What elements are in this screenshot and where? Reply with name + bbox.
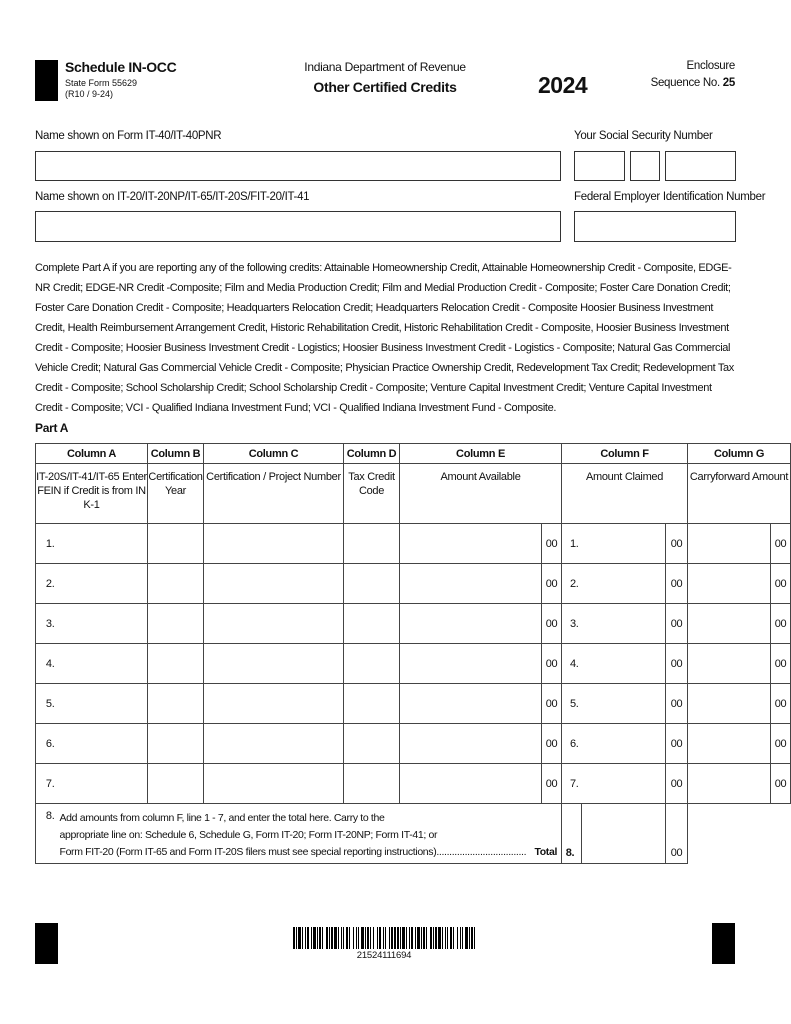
column-g-field[interactable] [688,684,771,724]
line-8-total-label: Total [532,844,557,861]
column-d-field[interactable] [344,724,400,764]
line-8-text-3: Form FIT-20 (Form IT-65 and Form IT-20S filers must see special reporting instructions)................................... [59,846,527,858]
column-f-number: 2. [562,564,582,604]
name-it40-label: Name shown on Form IT-40/IT-40PNR [35,130,222,142]
table-row [36,564,791,604]
column-a-field[interactable] [58,684,148,724]
column-header-row [36,444,791,464]
fein-label: Federal Employer Identification Number [574,191,766,203]
column-d-subheader: Tax Credit Code [344,464,400,524]
column-b-header: Column B [148,444,204,464]
ssn-label: Your Social Security Number [574,130,713,142]
part-a-instructions: Complete Part A if you are reporting any of the following credits: Attainable Homeownership Credit, Attainable Homeownership Credit - Composite, EDGE-NR Credit; EDGE-NR Credit -Composite; Film and Media Production Credit; Film and Medial Production Credit - Composite; Foster Care Donation Credit; Foster Care Donation Credit - Composite; Headquarters Relocation Credit; Headquarters Relocation Credit - Composite Hoosier Business Investment Credit, Health Reimbursement Arrangement Credit, Historic Rehabilitation Credit, Historic Rehabilitation Credit - Composite, Hoosier Business Investment Credit - Composite; Hoosier Business Investment Credit - Logistics; Hoosier Business Investment Credit - Logistics - Composite; Natural Gas Commercial Vehicle Credit; Natural Gas Commercial Vehicle Credit - Composite; Physician Practice Ownership Credit, Redevelopment Tax Credit; Redevelopment Tax Credit - Composite; School Scholarship Credit; School Scholarship Credit - Composite; Venture Capital Investment Credit; Venture Capital Investment Credit - Composite; VCI - Qualified Indiana Investment Fund; VCI - Qualified Indiana Investment Fund - Composite. [35,262,734,414]
column-d-field[interactable] [344,684,400,724]
line-8-blank [688,804,791,864]
column-c-field[interactable] [204,604,344,644]
enclosure-label: Enclosure [686,60,735,72]
column-f-field[interactable] [582,524,666,564]
table-row [36,724,791,764]
part-a-table [35,443,791,864]
column-e-field[interactable] [400,644,542,684]
column-g-cents: 00 [771,724,791,764]
column-g-field[interactable] [688,764,771,804]
column-d-field[interactable] [344,764,400,804]
column-g-header: Column G [688,444,791,464]
column-f-field[interactable] [582,644,666,684]
column-c-subheader: Certification / Project Number [204,464,344,524]
column-e-cents: 00 [542,764,562,804]
column-e-cents: 00 [542,524,562,564]
line-8-f-number-text: 8. [565,847,575,859]
line-8-number: 8. [36,804,58,864]
schedule-id: Schedule IN-OCC [65,59,177,75]
row-number: 4. [36,644,58,684]
column-e-header: Column E [400,444,562,464]
column-a-field[interactable] [58,724,148,764]
column-b-field[interactable] [148,684,204,724]
row-number: 5. [36,684,58,724]
column-e-cents: 00 [542,564,562,604]
column-g-cents: 00 [771,564,791,604]
column-c-field[interactable] [204,644,344,684]
column-e-field[interactable] [400,684,542,724]
column-d-field[interactable] [344,644,400,684]
row-number: 2. [36,564,58,604]
column-f-field[interactable] [582,724,666,764]
line-8-instructions [58,804,562,864]
tax-year: 2024 [538,72,588,98]
row-number: 1. [36,524,58,564]
table-row [36,604,791,644]
column-c-field[interactable] [204,724,344,764]
column-b-field[interactable] [148,724,204,764]
column-c-field[interactable] [204,564,344,604]
column-b-field[interactable] [148,524,204,564]
ssn-field-part-3[interactable] [665,151,736,181]
barcode-number: 21524111694 [356,950,412,961]
column-b-field[interactable] [148,644,204,684]
column-a-field[interactable] [58,604,148,644]
sequence-number [600,77,735,89]
column-g-field[interactable] [688,524,771,564]
name-it20-label: Name shown on IT-20/IT-20NP/IT-65/IT-20S/FIT-20/IT-41 [35,191,310,203]
column-f-subheader: Amount Claimed [562,464,688,524]
column-f-field[interactable] [582,684,666,724]
department-name: Indiana Department of Revenue [304,60,466,74]
column-f-cents: 00 [666,644,688,684]
column-b-field[interactable] [148,564,204,604]
column-e-field[interactable] [400,604,542,644]
column-e-field[interactable] [400,524,542,564]
column-b-field[interactable] [148,764,204,804]
column-g-field[interactable] [688,564,771,604]
column-a-field[interactable] [58,524,148,564]
line-8-text-1: Add amounts from column F, line 1 - 7, and enter the total here. Carry to the [59,812,385,824]
line-8-text-3-wrap [60,844,558,861]
column-e-field[interactable] [400,764,542,804]
column-f-number: 5. [562,684,582,724]
column-b-field[interactable] [148,604,204,644]
registration-mark-top-left [35,60,58,101]
column-g-cents: 00 [771,644,791,684]
column-f-number: 3. [562,604,582,644]
column-g-field[interactable] [688,644,771,684]
column-c-field[interactable] [204,524,344,564]
column-f-field[interactable] [582,764,666,804]
column-e-field[interactable] [400,564,542,604]
column-e-field[interactable] [400,724,542,764]
sequence-label: Sequence No. [650,77,720,89]
name-it20-field[interactable] [35,211,561,242]
column-f-field[interactable] [582,564,666,604]
column-f-cents: 00 [666,764,688,804]
column-e-cents: 00 [542,604,562,644]
column-f-cents: 00 [666,564,688,604]
column-c-header: Column C [204,444,344,464]
column-e-cents: 00 [542,644,562,684]
registration-mark-bottom-right [712,923,735,964]
barcode [293,927,475,949]
table-row [36,764,791,804]
row-number: 6. [36,724,58,764]
line-8-row [36,804,791,864]
column-f-number: 1. [562,524,582,564]
table-row [36,644,791,684]
column-g-cents: 00 [771,604,791,644]
ssn-field-part-2[interactable] [630,151,660,181]
column-g-cents: 00 [771,684,791,724]
column-a-subheader: IT-20S/IT-41/IT-65 Enter FEIN if Credit is from IN K-1 [36,464,148,524]
line-8-total-cents: 00 [666,804,688,864]
column-f-field[interactable] [582,604,666,644]
line-8-f-number [562,804,582,864]
row-number: 7. [36,764,58,804]
column-f-number: 4. [562,644,582,684]
column-a-field[interactable] [58,764,148,804]
table-row [36,684,791,724]
form-title: Other Certified Credits [313,79,457,95]
column-c-field[interactable] [204,764,344,804]
column-f-cents: 00 [666,684,688,724]
form-revision: (R10 / 9-24) [65,89,114,99]
column-f-number: 7. [562,764,582,804]
column-f-cents: 00 [666,604,688,644]
sequence-value: 25 [722,77,735,89]
column-d-field[interactable] [344,524,400,564]
column-a-field[interactable] [58,644,148,684]
fein-field[interactable] [574,211,736,242]
column-subheader-row [36,464,791,524]
column-g-field[interactable] [688,724,771,764]
column-e-cents: 00 [542,724,562,764]
column-f-header: Column F [562,444,688,464]
column-e-cents: 00 [542,684,562,724]
ssn-field-part-1[interactable] [574,151,625,181]
state-form-number: State Form 55629 [65,78,138,88]
column-d-field[interactable] [344,604,400,644]
column-e-subheader: Amount Available [400,464,562,524]
column-f-number: 6. [562,724,582,764]
row-number: 3. [36,604,58,644]
line-8-text-2: appropriate line on: Schedule 6, Schedule G, Form IT-20; Form IT-20NP; Form IT-41; or [59,829,438,841]
registration-mark-bottom-left [35,923,58,964]
column-f-cents: 00 [666,724,688,764]
column-g-cents: 00 [771,764,791,804]
column-g-subheader: Carryforward Amount [688,464,791,524]
column-g-cents: 00 [771,524,791,564]
column-d-header: Column D [344,444,400,464]
column-d-field[interactable] [344,564,400,604]
line-8-total-field[interactable] [582,804,666,864]
column-b-subheader: Certification Year [148,464,204,524]
column-a-header: Column A [36,444,148,464]
column-g-field[interactable] [688,604,771,644]
name-it40-field[interactable] [35,151,561,181]
table-row [36,524,791,564]
column-a-field[interactable] [58,564,148,604]
column-f-cents: 00 [666,524,688,564]
column-c-field[interactable] [204,684,344,724]
part-a-label: Part A [35,421,69,435]
